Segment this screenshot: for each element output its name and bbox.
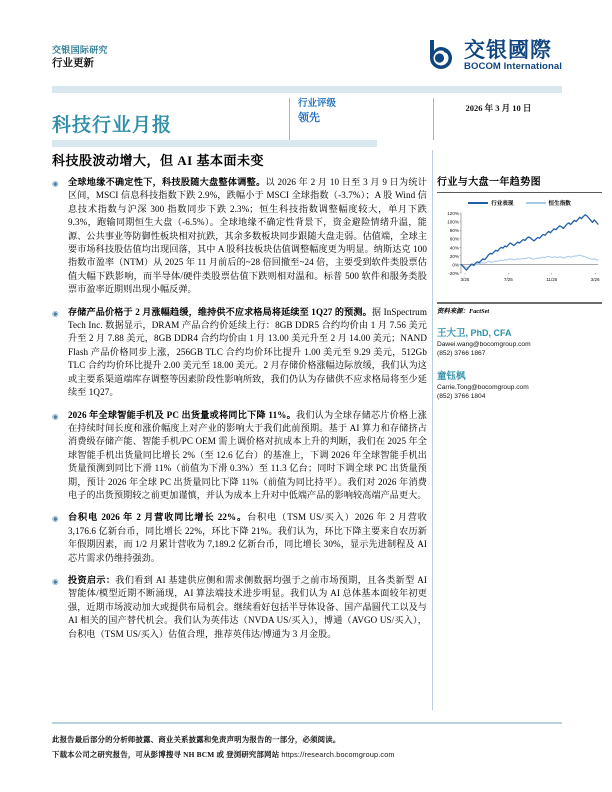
chart-title: 行业与大盘一年趋势图: [437, 177, 541, 188]
report-date: 2026 年 3 月 10 日: [465, 103, 532, 113]
bullet-text: [68, 511, 427, 565]
bocom-logo: [424, 38, 562, 72]
legend-label: 行业表现: [491, 200, 514, 207]
report-date-cell: [433, 98, 563, 140]
analyst-phone: (852) 3766 1804: [437, 393, 486, 401]
bullet-item: [52, 409, 427, 503]
svg-text:-20%: -20%: [448, 271, 459, 277]
legend-swatch-icon: [526, 202, 546, 205]
title-row: [52, 98, 562, 142]
analyst-email[interactable]: Dawei.wang@bocomgroup.com: [437, 340, 531, 348]
bullet-text: [68, 574, 427, 641]
analyst-name: [437, 370, 602, 383]
report-headline: 科技股波动增大，但 AI 基本面未变: [52, 153, 264, 168]
svg-text:3/25: 3/25: [460, 277, 470, 283]
bullet-marker-icon: ◉: [52, 514, 59, 524]
bullet-detail: 我们认为全球存储芯片价格上涨在持续时间长度和涨价幅度上对产业的影响大于我们此前预期。基于 AI 算力和存储挤占消费级存储产能、智能手机/PC OEM 需上调价格对抗成本上升的判断，我们在 2025 年全球智能手机出货量同比增长 2%（至 12.6 亿台）的基准上，下调 2026 年全球智能手机出货量预测到同比下滑 11%（前值为下滑 0.3%）至 11.3 亿台；同时下调全球 PC 出货量预期，预计 2026 年全球 PC 出货量同比下降 11%（前值为同比持平）。我们对 2026 年消费电子的出货预期较之前更加谨慎，并认为成本上升对中低端产品的影响较高端产品更大。: [68, 409, 427, 500]
logo-text-group: [464, 39, 562, 72]
report-body: [52, 176, 427, 650]
analyst-entry: [437, 327, 602, 359]
analyst-contacts: [437, 327, 602, 402]
svg-text:3/26: 3/26: [590, 277, 600, 283]
legend-swatch-icon: [468, 202, 488, 205]
trend-chart: [437, 197, 602, 301]
svg-text:100%: 100%: [447, 219, 459, 225]
analyst-credentials: , PhD, CFA: [465, 327, 512, 338]
industry-rating-value: 领先: [298, 112, 320, 124]
bullet-lead: 投资启示：: [68, 574, 116, 585]
bullet-text: [68, 176, 427, 297]
industry-rating-label: 行业评级: [298, 99, 337, 109]
svg-text:20%: 20%: [449, 254, 459, 260]
bullet-detail: 台积电（TSM US/买入）2026 年 2 月营收 3,176.6 亿新台币，同比增长 22%，环比下降 21%。我们认为，环比下降主要来自农历新年假期因素，而 1/2 月累计营收为 7,189.2 亿新台币，同比增长 30%，显示先进制程及 AI 芯片需求仍维持强劲。: [68, 512, 427, 563]
bullet-marker-icon: ◉: [52, 411, 59, 421]
svg-text:120%: 120%: [447, 211, 459, 217]
logo-text-english: BOCOM International: [464, 60, 562, 72]
bullet-detail: 我们看到 AI 基建供应侧和需求侧数据均强于之前市场预期，且各类新型 AI 智能体/模型近期不断涌现，AI 算法端技术进步明显。我们认为 AI 总体基本面较年初更强，近期市场波动加大或提供布局机会。继续看好包括半导体设备、国产晶圆代工以及与 AI 相关的国产替代机会。我们认为英伟达（NVDA US/买入），博通（AVGO US/买入），台积电（TSM US/买入）估值合理，推荐英伟达/博通为 3 月金股。: [68, 574, 427, 639]
bocom-b-logo-icon: [424, 38, 458, 72]
column-divider: [432, 150, 433, 710]
svg-text:60%: 60%: [449, 237, 459, 243]
analyst-entry: [437, 370, 602, 402]
footer: [52, 732, 572, 762]
svg-text:80%: 80%: [449, 228, 459, 234]
title-divider-band: [52, 140, 377, 147]
svg-text:40%: 40%: [449, 245, 459, 251]
bullet-lead: 2026 年全球智能手机及 PC 出货量或将同比下降 11%。: [68, 409, 296, 420]
chart-source-rule: [437, 302, 602, 303]
document-type-label: 行业更新: [52, 58, 94, 69]
chart-title-rule: [437, 192, 602, 193]
bullet-item: [52, 574, 427, 641]
bullet-marker-icon: ◉: [52, 576, 59, 586]
masthead-divider-band: [52, 86, 562, 93]
brand-research-label: 交银国际研究: [52, 45, 108, 55]
page-title: 科技行业月报: [52, 115, 173, 136]
bullet-item: [52, 511, 427, 565]
analyst-email[interactable]: Carrie.Tong@bocomgroup.com: [437, 383, 529, 391]
bullet-text: [68, 306, 427, 400]
industry-rating-cell: [289, 98, 429, 140]
bullet-marker-icon: ◉: [52, 179, 59, 188]
footer-divider: [52, 722, 562, 724]
footer-download-text: 下载本公司之研究报告，可从彭博搜寻 NH BCM 或 登浏研究部网站: [52, 750, 282, 759]
chart-plot-area: [437, 209, 602, 285]
bullet-item: [52, 176, 427, 297]
footer-download-note: [52, 747, 572, 762]
svg-text:7/25: 7/25: [503, 277, 513, 283]
legend-item-series2: [526, 199, 571, 207]
chart-legend: [437, 197, 602, 208]
svg-text:11/25: 11/25: [546, 277, 558, 283]
bullet-lead: 台积电 2026 年 2 月营收同比增长 22%。: [68, 512, 248, 523]
svg-text:0%: 0%: [452, 262, 459, 268]
bullet-lead: 存储产品价格于 2 月涨幅趋缓，维持供不应求格局将延续至 1Q27 的预测。: [68, 306, 372, 317]
analyst-name: [437, 327, 602, 340]
research-site-link[interactable]: https://research.bocomgroup.com: [281, 750, 395, 759]
bullet-detail: 以 2026 年 2 月 10 日至 3 月 9 日为统计区间，MSCI 信息科技指数下跌 2.9%，跌幅小于 MSCI 全球指数（-3.7%）；A 股 Wind 信息技术指数与沪深 300 指数同步下跌 2.3%；恒生科技指数调整幅度较大，单月下跌 9.3%，跑输同期恒生大盘（-6.5%）。全球地缘不确定性背景下，资金避险情绪升温，能源、公共事业等防御性板块相对抗跌，其余多数板块同步跟随大盘走弱。估值端，全球主要市场科技股估值均出现回落，其中 A 股科技板块估值调整幅度更为明显。纳斯达克 100 指数市盈率（NTM）从 2025 年 11 月前后的~28 倍回撤至~24 倍，主要受到软件类股票估值大幅下跌影响，而半导体/硬件类股票估值下跌则相对温和。标普 500 软件和服务类股票市盈率近期则出现小幅反弹。: [68, 177, 427, 295]
masthead-left: [52, 44, 108, 71]
logo-text-chinese: 交银國際: [464, 37, 553, 62]
footer-disclaimer: 此报告最后部分的分析师披露、商业关系披露和免责声明为报告的一部分，必须阅读。: [52, 735, 341, 744]
chart-source-label: 资料来源：FactSet: [437, 307, 490, 315]
sidebar: [437, 176, 602, 413]
bullet-item: [52, 306, 427, 400]
bullet-marker-icon: ◉: [52, 308, 59, 318]
analyst-phone: (852) 3766 1867: [437, 350, 486, 358]
legend-label: 恒生指数: [548, 200, 571, 207]
bullet-lead: 全球地缘不确定性下，科技股随大盘整体调整。: [68, 177, 266, 187]
analyst-name-cn: 王大卫: [437, 328, 466, 339]
bullet-text: [68, 409, 427, 503]
bullet-detail: 据 InSpectrum Tech Inc. 数据显示，DRAM 产品合约价延续上行：8GB DDR5 合约均价由 1 月 7.56 美元升至 2 月 7.88 美元，8GB DDR4 合约均价由 1 月 13.00 美元升至 2 月 14.00 美元；NAND Flash 产品价格同步上涨，256GB TLC 合约均价环比提升 1.00 美元至 9.29 美元，512Gb TLC 合约均价环比提升 2.00 美元至 18.00 美元。2 月存储价格涨幅边际放缓，我们认为这或主要系渠道端库存调整等因素阶段性影响所致，我们仍认为存储供不应求格局将至少延续至 1Q27。: [68, 306, 428, 398]
legend-item-series1: [468, 199, 513, 207]
analyst-name-cn: 童钰枫: [437, 371, 466, 382]
